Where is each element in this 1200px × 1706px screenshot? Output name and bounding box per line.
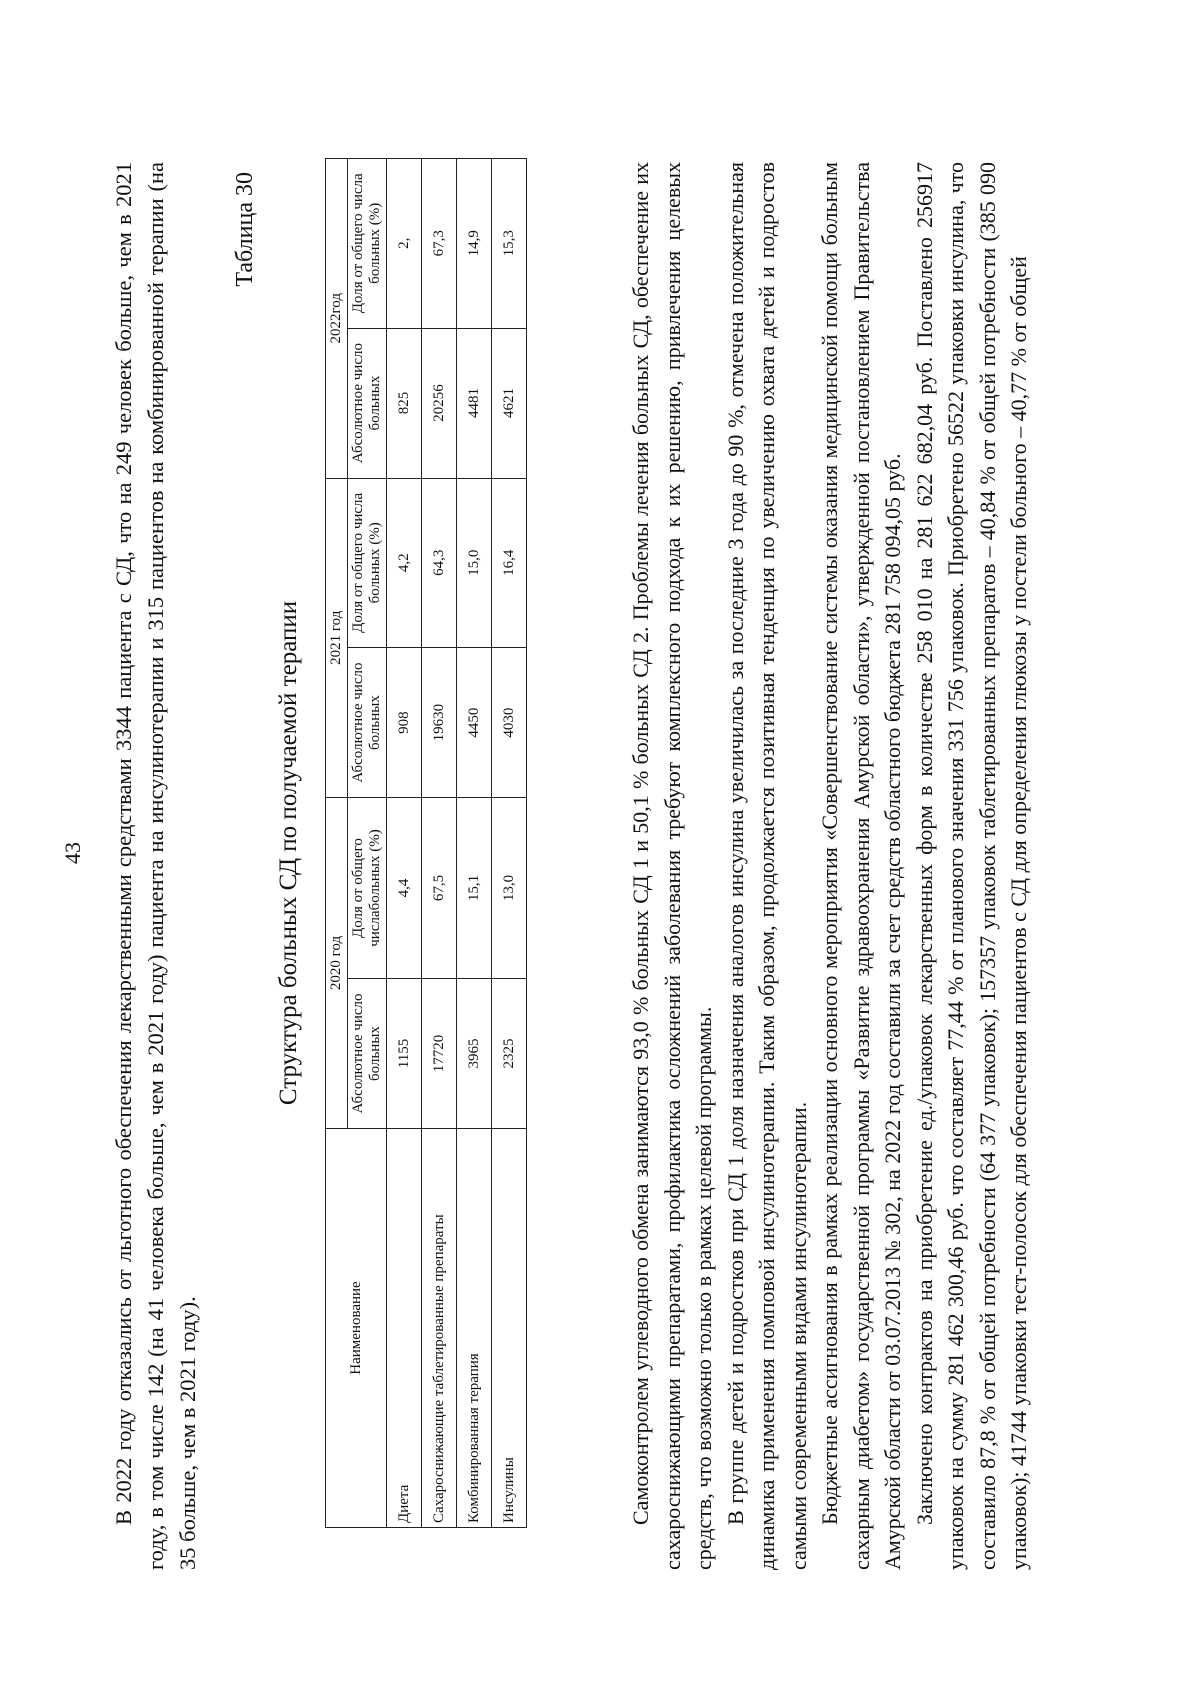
- paragraph: Бюджетные ассигнования в рамках реализации основного мероприятия «Совершенствование системы оказания медицинской помощи больным сахарным диабетом» государственной программы «Развитие здравоохранения Амурской области», утвержденной постановлением Правительства Амурской области от 03.07.2013 № 302, на 2022 год составили за счет средств областного бюджета 281 758 094,05 руб.: [817, 162, 905, 1570]
- subheader-2020-share: Доля от общего числабольных (%): [348, 798, 387, 979]
- subheader-2022-share: Доля от общего числа больных (%): [348, 159, 387, 329]
- cell-2022-abs: 4481: [457, 328, 492, 478]
- cell-2021-share: 4,2: [387, 478, 422, 648]
- cell-2022-abs: 825: [387, 328, 422, 478]
- therapy-structure-table: [325, 158, 527, 1528]
- table-row: [422, 159, 457, 1528]
- paragraph: Заключено контрактов на приобретение ед./упаковок лекарственных форм в количестве 258 010 на 281 622 682,04 руб. Поставлено 256917 упаковок на сумму 281 462 300,46 руб. что составляет 77,44 % от планового значения 331 756 упаковок. Приобретено 56522 упаковки инсулина, что составило 87,8 % от общей потребности (64 377 упаковок); 157357 упаковок таблетированных препаратов – 40,84 % от общей потребности (385 090 упаковок); 41744 упаковки тест-полосок для обеспечения пациентов с СД для определения глюкозы у постели больного – 40,77 % от общей: [911, 162, 1031, 1570]
- row-name: Сахароснижающие таблетированные препараты: [422, 1129, 457, 1528]
- intro-paragraph: В 2022 году отказались от льготного обеспечения лекарственными средствами 3344 пациента с СД, что на 249 человек больше, чем в 2021 году, в том числе 142 (на 41 человека больше, чем в 2021 году) пациента на инсулинотерапии и 315 пациентов на комбинированной терапии (на 35 больше, чем в 2021 году).: [111, 162, 200, 1570]
- paragraph: В группе детей и подростков при СД 1 доля назначения аналогов инсулина увеличилась за последние 3 года до 90 %, отмечена положительная динамика применения помповой инсулинотерапии. Таким образом, продолжается позитивная тенденция по увеличению охвата детей и подростов самыми современными видами инсулинотерапии.: [722, 162, 811, 1570]
- cell-2022-share: 14,9: [457, 159, 492, 329]
- subheader-2021-share: Доля от общего числа больных (%): [348, 478, 387, 648]
- cell-2020-abs: 3965: [457, 979, 492, 1129]
- year-header-2020: 2020 год: [326, 798, 348, 1129]
- body-text: [625, 162, 1035, 1570]
- year-header-2022: 2022год: [326, 159, 348, 479]
- cell-2020-share: 13,0: [492, 798, 527, 979]
- cell-2022-share: 2,: [387, 159, 422, 329]
- table-title: Структура больных СД по получаемой терапии: [275, 600, 302, 1106]
- cell-2022-abs: 4621: [492, 328, 527, 478]
- cell-2021-abs: 4030: [492, 648, 527, 798]
- intro-paragraph-block: [108, 162, 204, 1570]
- cell-2020-share: 67,5: [422, 798, 457, 979]
- subheader-2022-abs: Абсолютное число больных: [348, 328, 387, 478]
- paragraph: Самоконтролем углеводного обмена занимаются 93,0 % больных СД 1 и 50,1 % больных СД 2. Проблемы лечения больных СД, обеспечение их сахароснижающими препаратами, профилактика осложнений заболевания требуют комплексного подхода к их решению, привлечения целевых средств, что возможно только в рамках целевой программы.: [628, 162, 716, 1570]
- cell-2021-share: 15,0: [457, 478, 492, 648]
- page-number: 43: [60, 842, 85, 864]
- cell-2021-abs: 4450: [457, 648, 492, 798]
- table-row: [457, 159, 492, 1528]
- cell-2022-share: 15,3: [492, 159, 527, 329]
- subheader-2020-abs: Абсолютное число больных: [348, 979, 387, 1129]
- year-header-2021: 2021 год: [326, 478, 348, 798]
- cell-2021-share: 64,3: [422, 478, 457, 648]
- cell-2021-abs: 908: [387, 648, 422, 798]
- cell-2020-abs: 17720: [422, 979, 457, 1129]
- cell-2021-share: 16,4: [492, 478, 527, 648]
- table-row: [387, 159, 422, 1528]
- cell-2020-abs: 1155: [387, 979, 422, 1129]
- cell-2020-share: 15,1: [457, 798, 492, 979]
- name-column-header: Наименование: [326, 1129, 387, 1528]
- table-number: Таблица 30: [232, 172, 258, 287]
- table-row: [492, 159, 527, 1528]
- row-name: Инсулины: [492, 1129, 527, 1528]
- subheader-2021-abs: Абсолютное число больных: [348, 648, 387, 798]
- cell-2020-abs: 2325: [492, 979, 527, 1129]
- cell-2022-abs: 20256: [422, 328, 457, 478]
- cell-2022-share: 67,3: [422, 159, 457, 329]
- cell-2021-abs: 19630: [422, 648, 457, 798]
- row-name: Комбинированная терапия: [457, 1129, 492, 1528]
- table-header-row: [326, 159, 348, 1528]
- cell-2020-share: 4,4: [387, 798, 422, 979]
- row-name: Диета: [387, 1129, 422, 1528]
